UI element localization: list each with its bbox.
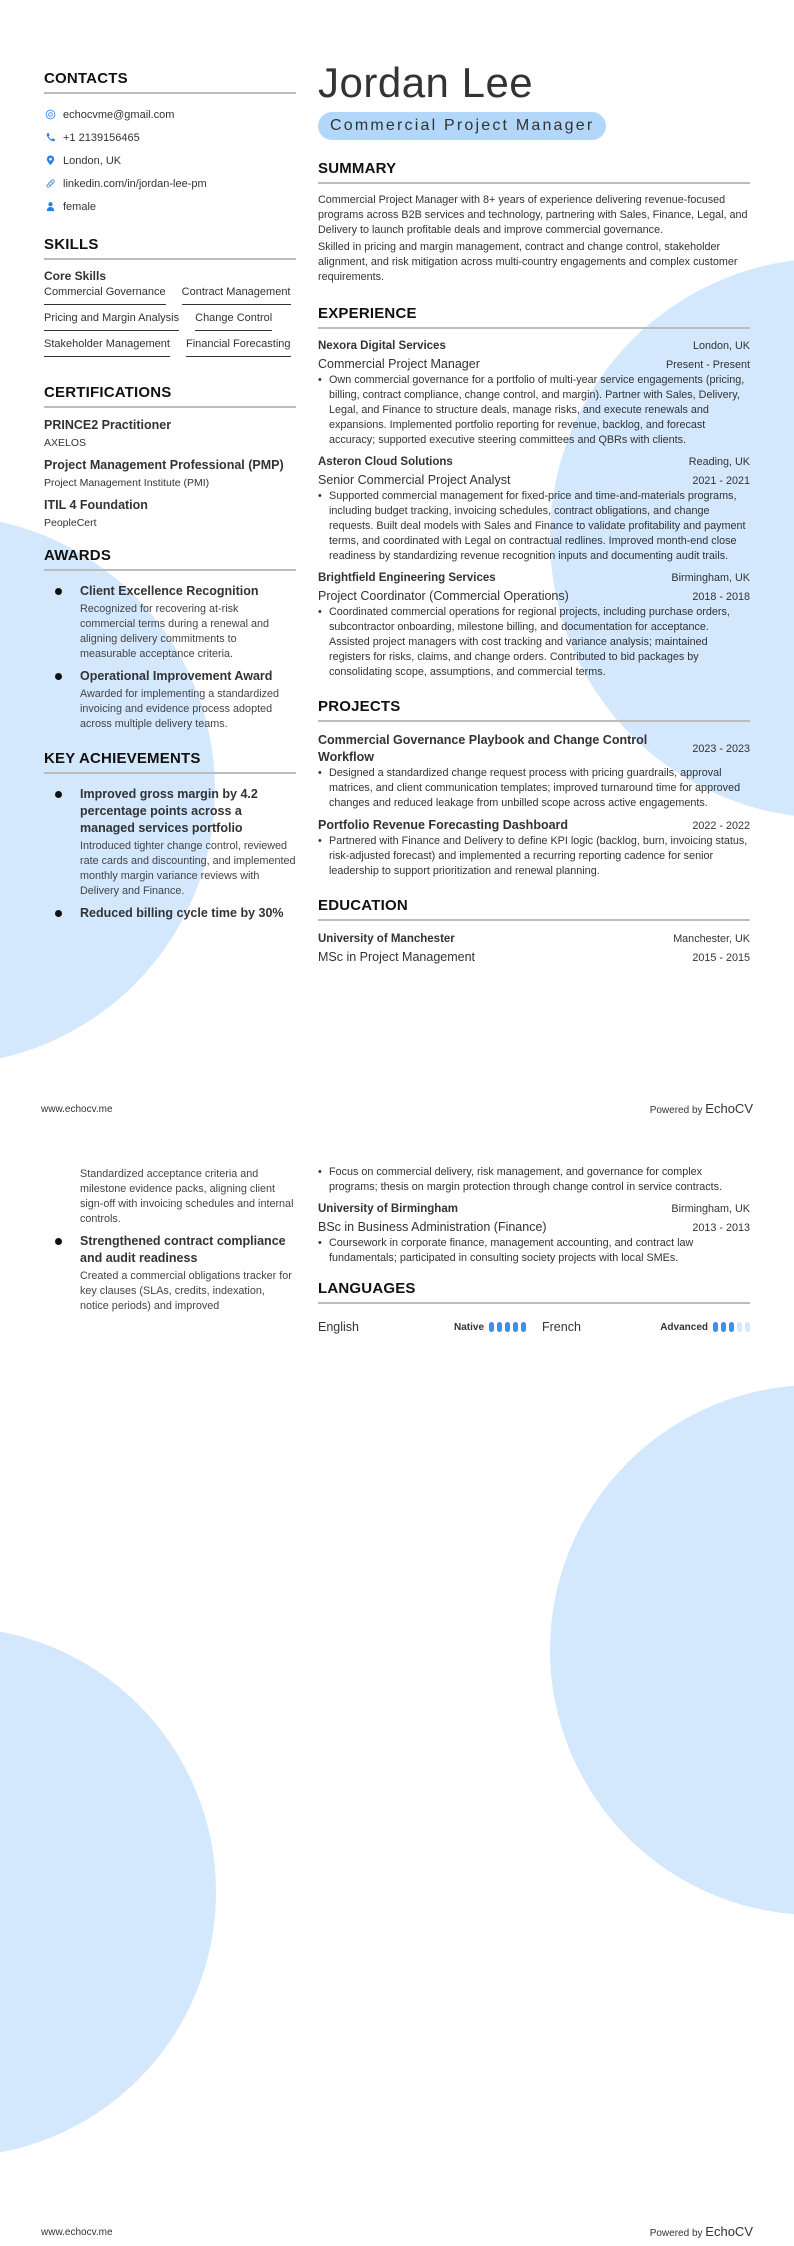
skills-section [44,236,296,364]
decorative-circle [0,1627,216,2157]
achievement-title: Improved gross margin by 4.2 percentage points across a managed services portfolio [80,787,258,835]
company-name: Brightfield Engineering Services [318,572,496,584]
project-dates: 2023 - 2023 [692,743,750,755]
contact-linkedin[interactable] [44,172,296,195]
job-role: Commercial Project Manager [318,357,480,371]
main-content-continued [318,1165,750,1334]
language-name: French [542,1320,581,1334]
education-dates: 2013 - 2013 [692,1222,750,1234]
school-location: Manchester, UK [673,933,750,945]
language-item [542,1320,750,1334]
experience-section [318,305,750,680]
footer-powered-by[interactable] [650,1101,753,1116]
contact-text: female [63,200,97,213]
bullet-dot-icon [55,673,62,680]
language-item [318,1320,526,1334]
school-name: University of Manchester [318,933,455,945]
company-name: Nexora Digital Services [318,340,446,352]
powered-by-label: Powered by [649,2228,703,2239]
education-bullet: • Coursework in corporate finance, management accounting, and contract law fundamentals; participated in consulting society projects with local SMEs. [318,1236,750,1266]
section-title: KEY ACHIEVEMENTS [44,750,296,774]
achievement-item [44,1233,296,1314]
language-level: Native [453,1321,484,1333]
company-name: Asteron Cloud Solutions [318,456,453,468]
page-2 [0,1123,794,2246]
skill-tag: Pricing and Margin Analysis [44,312,179,331]
contact-phone[interactable] [44,126,296,149]
award-desc: Awarded for implementing a standardized invoicing and evidence process adopted across multiple delivery teams. [80,688,280,730]
section-title: SUMMARY [318,160,750,184]
skill-tag: Stakeholder Management [44,338,170,357]
award-title: Operational Improvement Award [80,669,273,683]
contact-text: linkedin.com/in/jordan-lee-pm [63,177,207,190]
job-bullet: • Supported commercial management for fixed-price and time-and-materials programs, including budget tracking, invoicing schedules, contract obligations, and change requests. Built deal models with Sales and Finance to validate profitability and payment terms, and coordinated with Legal on contractual redlines. Improved month-end close readiness by standardizing revenue recognition inputs and documenting audit trails. [318,489,750,564]
job-title-badge: Commercial Project Manager [318,112,606,140]
link-icon [44,178,56,190]
location-pin-icon [44,155,56,167]
experience-item [318,570,750,680]
at-icon [44,109,56,121]
achievement-title: Reduced billing cycle time by 30% [80,906,284,920]
contact-text: +1 2139156465 [63,131,140,144]
award-desc: Recognized for recovering at-risk commercial terms during a renewal and aligning delivery commitments to measurable acceptance criteria. [80,603,270,660]
job-location: Birmingham, UK [671,572,750,584]
school-name: University of Birmingham [318,1203,458,1215]
project-item [318,817,750,879]
section-title: EXPERIENCE [318,305,750,329]
main-content [318,60,750,966]
job-dates: Present - Present [665,359,750,371]
cert-org: Project Management Institute (PMI) [44,477,210,489]
footer-website[interactable]: www.echocv.me [41,2227,113,2238]
project-name: Portfolio Revenue Forecasting Dashboard [318,818,569,832]
achievement-item [44,905,296,922]
contact-text: echocvme@gmail.com [63,108,175,121]
sidebar [44,70,296,928]
award-title: Client Excellence Recognition [80,584,259,598]
education-item [318,1201,750,1266]
cert-name: PRINCE2 Practitioner [44,418,172,432]
skill-tag: Financial Forecasting [186,338,291,357]
skill-tag: Commercial Governance [44,286,166,305]
education-item [318,931,750,966]
job-bullet: • Own commercial governance for a portfolio of multi-year service engagements (pricing, billing, contract compliance, change control, and margin). Partner with Sales, Delivery, Legal, and Finance to structure deals, manage risks, and execute renewals and expansions. Implemented portfolio reporting for revenue, backlog, and forecast accuracy; supported executive steering committees and QBRs with clients. [318,373,750,448]
skill-tag: Change Control [195,312,272,331]
skill-tag: Contract Management [182,286,291,305]
achievement-desc: Created a commercial obligations tracker for key clauses (SLAs, credits, indexation, notice periods) and improved [80,1270,292,1312]
skill-group-title: Core Skills [44,269,107,283]
job-location: Reading, UK [688,456,750,468]
language-name: English [318,1320,359,1334]
bullet-dot-icon [55,588,62,595]
section-title: LANGUAGES [318,1280,750,1304]
achievement-desc: Standardized acceptance criteria and milestone evidence packs, aligning client sign-off with invoicing schedules and internal controls. [80,1168,294,1225]
footer-powered-by[interactable] [650,2224,753,2239]
certifications-section [44,384,296,529]
experience-item [318,338,750,448]
project-dates: 2022 - 2022 [692,819,750,832]
degree: BSc in Business Administration (Finance) [318,1220,547,1234]
cert-org: PeopleCert [44,517,97,529]
job-role: Project Coordinator (Commercial Operations) [318,589,569,603]
job-dates: 2018 - 2018 [692,591,750,603]
languages-list [318,1320,750,1334]
bullet-dot-icon [55,791,62,798]
section-title: CONTACTS [44,70,296,94]
education-dates: 2015 - 2015 [692,952,750,964]
contact-text: London, UK [63,154,122,167]
phone-icon [44,132,56,144]
bullet-dot-icon [55,910,62,917]
cert-item [44,457,296,489]
job-location: London, UK [692,340,750,352]
proficiency-dots-icon [489,1322,526,1332]
section-title: PROJECTS [318,698,750,722]
bullet-dot-icon [55,1238,62,1245]
summary-section [318,160,750,285]
school-location: Birmingham, UK [671,1203,750,1215]
projects-section [318,698,750,879]
job-bullet: • Coordinated commercial operations for regional projects, including purchase orders, subcontractor onboarding, milestone billing, and documentation for acceptance. Assisted project managers with cost tracking and variance analysis; maintained registers for risks, claims, and change orders. Contributed to bid packages by consolidating scope, assumptions, and commercial terms. [318,605,750,680]
candidate-name: Jordan Lee [318,59,534,106]
experience-item [318,454,750,564]
contact-gender [44,195,296,218]
project-bullet: • Partnered with Finance and Delivery to define KPI logic (backlog, burn, invoicing status, risk-adjusted forecast) and implemented a recurring reporting cadence for senior leadership to support prioritization and renewal planning. [318,834,750,879]
section-title: EDUCATION [318,897,750,921]
summary-paragraph: Commercial Project Manager with 8+ years of experience delivering revenue-focused programs across B2B services and technology, partnering with Sales, Finance, Legal, and Delivery to launch profitable deals and improve commercial governance. [318,194,748,236]
cert-item [44,497,296,529]
cert-name: ITIL 4 Foundation [44,498,148,512]
contact-email[interactable] [44,103,296,126]
cert-item [44,417,296,449]
job-dates: 2021 - 2021 [692,475,750,487]
education-bullet: • Focus on commercial delivery, risk management, and governance for complex programs; thesis on margin protection through change control in service contracts. [318,1165,750,1195]
award-item [44,668,296,732]
proficiency-dots-icon [713,1322,750,1332]
cert-org: AXELOS [44,437,87,449]
language-level: Advanced [660,1321,708,1333]
languages-section [318,1280,750,1334]
achievement-desc: Introduced tighter change control, reviewed rate cards and discounting, and implemented monthly margin variance reviews with Delivery and Finance. [80,840,296,897]
project-bullet: • Designed a standardized change request process with pricing guardrails, approval matrices, and client communication templates; improved turnaround time for approved changes and reduced leakage from unbilled scope across active engagements. [318,766,750,811]
achievement-title: Strengthened contract compliance and audit readiness [80,1234,286,1265]
person-icon [44,201,56,213]
achievements-section [44,750,296,922]
project-item [318,732,750,811]
brand-name: EchoCV [705,1101,753,1116]
decorative-circle [550,1385,794,1915]
contacts-section [44,70,296,218]
job-role: Senior Commercial Project Analyst [318,473,511,487]
section-title: CERTIFICATIONS [44,384,296,408]
skills-list [44,286,296,364]
degree: MSc in Project Management [318,950,476,964]
sidebar-continued [44,1165,296,1320]
footer-website[interactable]: www.echocv.me [41,1104,113,1115]
powered-by-label: Powered by [649,1105,703,1116]
brand-name: EchoCV [705,2224,753,2239]
section-title: SKILLS [44,236,296,260]
project-name: Commercial Governance Playbook and Change Control Workflow [318,733,648,764]
education-section [318,897,750,966]
section-title: AWARDS [44,547,296,571]
awards-section [44,547,296,732]
achievement-item [44,786,296,899]
summary-paragraph: Skilled in pricing and margin management, contract and change control, stakeholder alignment, and risk mitigation across multi-country engagements and complex customer requirements. [318,241,738,283]
contact-location [44,149,296,172]
cert-name: Project Management Professional (PMP) [44,458,284,472]
award-item [44,583,296,662]
achievement-item-continued [44,1167,296,1227]
